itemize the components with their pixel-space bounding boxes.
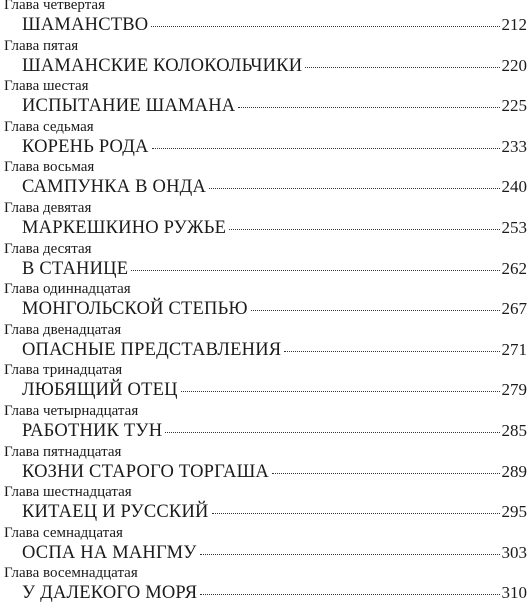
dot-leader xyxy=(209,188,499,189)
toc-entry[interactable] xyxy=(0,403,531,444)
dot-leader xyxy=(238,107,499,108)
toc-line xyxy=(22,420,527,444)
chapter-title[interactable]: ОПАСНЫЕ ПРЕДСТАВЛЕНИЯ xyxy=(22,339,282,360)
chapter-number: Глава тринадцатая xyxy=(4,362,123,379)
toc-entry[interactable] xyxy=(0,241,531,282)
chapter-title[interactable]: КИТАЕЦ И РУССКИЙ xyxy=(22,502,209,523)
chapter-title[interactable]: МАРКЕШКИНО РУЖЬЕ xyxy=(22,218,227,238)
page-number: 233 xyxy=(501,136,527,156)
toc-entry[interactable] xyxy=(0,322,531,363)
page-number: 240 xyxy=(501,177,527,197)
toc-line xyxy=(22,542,527,566)
dot-leader xyxy=(151,26,499,27)
chapter-number: Глава седьмая xyxy=(4,118,94,135)
chapter-title[interactable]: МОНГОЛЬСКОЙ СТЕПЬЮ xyxy=(22,299,248,320)
page-number: 295 xyxy=(501,502,527,522)
toc-entry[interactable] xyxy=(0,119,531,160)
page-number: 310 xyxy=(501,583,527,603)
page-number: 212 xyxy=(501,15,527,34)
chapter-number: Глава четырнадцатая xyxy=(4,403,139,419)
toc-entry[interactable] xyxy=(0,444,531,485)
page-number: 225 xyxy=(501,96,527,116)
chapter-title[interactable]: САМПУНКА В ОНДА xyxy=(22,177,207,198)
toc-entry[interactable] xyxy=(0,525,531,566)
dot-leader xyxy=(305,67,499,68)
chapter-title[interactable]: У ДАЛЕКОГО МОРЯ xyxy=(22,583,198,604)
toc-line xyxy=(22,95,527,119)
chapter-title[interactable]: КОЗНИ СТАРОГО ТОРГАША xyxy=(22,461,269,482)
page-number: 279 xyxy=(501,380,527,400)
dot-leader xyxy=(152,148,500,149)
dot-leader xyxy=(272,473,500,474)
chapter-title[interactable]: РАБОТНИК ТУН xyxy=(22,421,163,441)
chapter-number: Глава восемнадцатая xyxy=(4,565,138,582)
chapter-number: Глава пятнадцатая xyxy=(4,443,122,460)
toc-line xyxy=(22,217,527,241)
chapter-title[interactable]: КОРЕНЬ РОДА xyxy=(22,136,149,157)
toc-line xyxy=(22,55,527,79)
chapter-number: Глава девятая xyxy=(4,200,92,216)
page-number: 253 xyxy=(501,218,527,237)
chapter-title[interactable]: В СТАНИЦЕ xyxy=(22,258,129,279)
dot-leader xyxy=(229,229,499,230)
toc-line xyxy=(22,461,527,485)
chapter-title[interactable]: ОСПА НА МАНГМУ xyxy=(22,542,197,563)
chapter-number: Глава семнадцатая xyxy=(4,524,123,541)
toc-entry[interactable] xyxy=(0,38,531,79)
dot-leader xyxy=(165,432,499,433)
toc-entry[interactable] xyxy=(0,200,531,241)
chapter-number: Глава одиннадцатая xyxy=(4,281,131,298)
page-number: 220 xyxy=(501,55,527,75)
toc-entry[interactable] xyxy=(0,78,531,119)
toc-entry[interactable] xyxy=(0,159,531,200)
chapter-title[interactable]: ШАМАНСТВО xyxy=(22,15,149,35)
chapter-number: Глава десятая xyxy=(4,240,92,257)
page-number: 289 xyxy=(501,461,527,481)
page-number: 262 xyxy=(501,258,527,278)
dot-leader xyxy=(200,554,500,555)
dot-leader xyxy=(181,391,500,392)
chapter-number: Глава пятая xyxy=(4,37,79,54)
chapter-number: Глава восьмая xyxy=(4,159,95,176)
toc-line xyxy=(22,379,527,403)
chapter-number: Глава двенадцатая xyxy=(4,321,122,338)
toc-line xyxy=(22,14,527,38)
dot-leader xyxy=(131,270,499,271)
chapter-number: Глава шестая xyxy=(4,78,89,95)
toc-line xyxy=(22,258,527,282)
page-number: 267 xyxy=(501,299,527,319)
chapter-title[interactable]: ЛЮБЯЩИЙ ОТЕЦ xyxy=(22,380,178,401)
toc-entry[interactable] xyxy=(0,281,531,322)
dot-leader xyxy=(284,351,499,352)
dot-leader xyxy=(251,310,500,311)
page-number: 285 xyxy=(501,421,527,440)
dot-leader xyxy=(212,513,500,514)
chapter-number: Глава четвертая xyxy=(4,0,105,13)
toc-line xyxy=(22,298,527,322)
toc-line xyxy=(22,176,527,200)
toc-entry[interactable] xyxy=(0,484,531,525)
toc-line xyxy=(22,501,527,525)
chapter-number: Глава шестнадцатая xyxy=(4,484,132,501)
dot-leader xyxy=(200,594,499,595)
toc-line xyxy=(22,339,527,363)
toc-entry[interactable] xyxy=(0,0,531,38)
chapter-title[interactable]: ШАМАНСКИЕ КОЛОКОЛЬЧИКИ xyxy=(22,55,303,76)
chapter-title[interactable]: ИСПЫТАНИЕ ШАМАНА xyxy=(22,96,236,117)
page-number: 303 xyxy=(501,542,527,562)
toc-entry[interactable] xyxy=(0,565,531,606)
toc-line xyxy=(22,136,527,160)
toc-entry[interactable] xyxy=(0,362,531,403)
toc-line xyxy=(22,582,527,606)
page-number: 271 xyxy=(501,339,527,359)
